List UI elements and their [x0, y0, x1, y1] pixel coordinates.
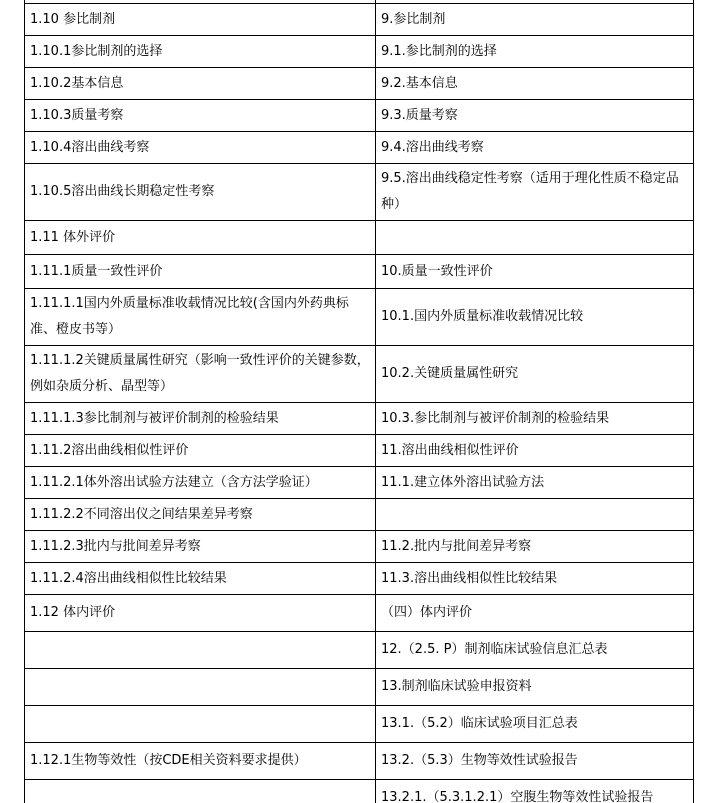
cell-left: 1.10.3质量考察: [25, 100, 376, 132]
cell-right: 11.3.溶出曲线相似性比较结果: [376, 563, 694, 595]
table-row: [25, 669, 694, 706]
table-row: [25, 289, 694, 346]
cell-right: 13.2.（5.3）生物等效性试验报告: [376, 743, 694, 780]
cell-left: 1.11.1质量一致性评价: [25, 255, 376, 289]
cell-left: [25, 632, 376, 669]
table-row: [25, 632, 694, 669]
cell-left: 1.10.4溶出曲线考察: [25, 132, 376, 164]
cell-left: 1.10.2基本信息: [25, 68, 376, 100]
cell-right: 9.参比制剂: [376, 4, 694, 36]
cell-left: [25, 780, 376, 803]
table-row: [25, 499, 694, 531]
table-row: [25, 531, 694, 563]
table-row: [25, 595, 694, 632]
cell-left: 1.11.2溶出曲线相似性评价: [25, 435, 376, 467]
cell-right: 11.1.建立体外溶出试验方法: [376, 467, 694, 499]
table-row: [25, 706, 694, 743]
cell-right: 13.2.1.（5.3.1.2.1）空腹生物等效性试验报告: [376, 780, 694, 803]
cell-left: 1.11.2.4溶出曲线相似性比较结果: [25, 563, 376, 595]
cell-right: 13.制剂临床试验申报资料: [376, 669, 694, 706]
cell-right: 10.3.参比制剂与被评价制剂的检验结果: [376, 403, 694, 435]
dossier-section-mapping-table: [24, 0, 694, 803]
cell-right: 9.5.溶出曲线稳定性考察（适用于理化性质不稳定品种）: [376, 164, 694, 221]
cell-left: [25, 669, 376, 706]
table-row: [25, 743, 694, 780]
cell-left: 1.11.1.3参比制剂与被评价制剂的检验结果: [25, 403, 376, 435]
table-row: [25, 164, 694, 221]
cell-right: 9.4.溶出曲线考察: [376, 132, 694, 164]
cell-right: 11.溶出曲线相似性评价: [376, 435, 694, 467]
cell-left: 1.12.1生物等效性（按CDE相关资料要求提供）: [25, 743, 376, 780]
table-body: [25, 0, 694, 803]
cell-left: 1.11 体外评价: [25, 221, 376, 255]
table-row: [25, 132, 694, 164]
cell-left: 1.11.1.2关键质量属性研究（影响一致性评价的关键参数，例如杂质分析、晶型等）: [25, 346, 376, 403]
cell-right: 10.质量一致性评价: [376, 255, 694, 289]
cell-right: 13.1.（5.2）临床试验项目汇总表: [376, 706, 694, 743]
cell-right: 11.2.批内与批间差异考察: [376, 531, 694, 563]
cell-right: [376, 221, 694, 255]
table-row: [25, 780, 694, 803]
table-row: [25, 221, 694, 255]
table-row: [25, 435, 694, 467]
table-row: [25, 255, 694, 289]
cell-right: （四）体内评价: [376, 595, 694, 632]
cell-right: 9.1.参比制剂的选择: [376, 36, 694, 68]
cell-right: 10.1.国内外质量标准收载情况比较: [376, 289, 694, 346]
cell-right: 9.3.质量考察: [376, 100, 694, 132]
cell-left: 1.11.2.1体外溶出试验方法建立（含方法学验证）: [25, 467, 376, 499]
cell-left: 1.11.1.1国内外质量标准收载情况比较(含国内外药典标准、橙皮书等）: [25, 289, 376, 346]
cell-left: 1.11.2.3批内与批间差异考察: [25, 531, 376, 563]
table-row: [25, 4, 694, 36]
table-container: [24, 0, 694, 803]
cell-left: 1.10 参比制剂: [25, 4, 376, 36]
table-row: [25, 467, 694, 499]
table-row: [25, 563, 694, 595]
cell-right: 9.2.基本信息: [376, 68, 694, 100]
cell-right: 10.2.关键质量属性研究: [376, 346, 694, 403]
cell-left: 1.11.2.2不同溶出仪之间结果差异考察: [25, 499, 376, 531]
cell-left: 1.10.5溶出曲线长期稳定性考察: [25, 164, 376, 221]
table-row: [25, 68, 694, 100]
cell-left: 1.12 体内评价: [25, 595, 376, 632]
table-row: [25, 346, 694, 403]
cell-right: [376, 499, 694, 531]
table-row: [25, 36, 694, 68]
cell-right: 12.（2.5. P）制剂临床试验信息汇总表: [376, 632, 694, 669]
cell-left: [25, 706, 376, 743]
table-row: [25, 100, 694, 132]
cell-left: 1.10.1参比制剂的选择: [25, 36, 376, 68]
table-row: [25, 403, 694, 435]
